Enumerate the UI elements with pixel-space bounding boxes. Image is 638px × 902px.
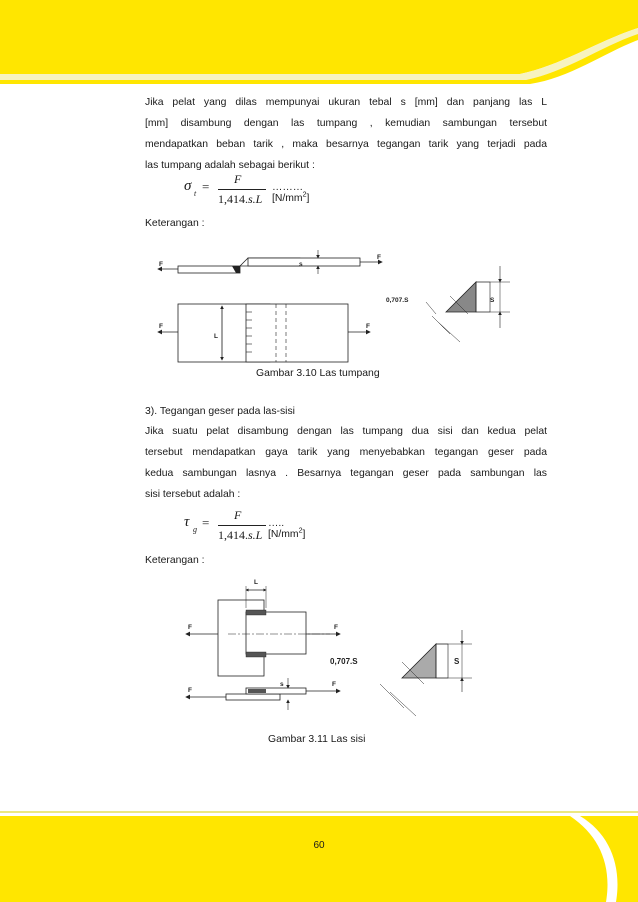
- sigma-symbol: σ: [184, 178, 192, 194]
- section-line: Jika suatu pelat disambung dengan las tumpang dua sisi dan kedua pelat: [145, 426, 547, 437]
- sigma-subscript: t: [194, 189, 197, 198]
- intro-line: [mm] disambung dengan las tumpang , kemudian sambungan tersebut: [145, 118, 547, 129]
- page-number: 60: [313, 840, 325, 851]
- force-label: F: [159, 261, 163, 268]
- weld-throat-detail: [386, 266, 510, 342]
- section-paragraph: [145, 421, 547, 505]
- equals-sign: =: [202, 179, 210, 194]
- intro-line: las tumpang adalah sebagai berikut :: [145, 160, 315, 171]
- size-label: S: [490, 297, 495, 304]
- length-label: L: [214, 333, 218, 340]
- tau-subscript: g: [193, 525, 197, 534]
- force-label: F: [188, 687, 192, 694]
- lap-joint-side-view: [158, 250, 382, 274]
- weld-throat-detail: [330, 630, 472, 716]
- equals-sign: =: [202, 515, 210, 530]
- numerator: F: [234, 172, 242, 186]
- force-label: F: [188, 624, 192, 631]
- intro-line: mendapatkan beban tarik , maka besarnya tegangan tarik yang terjadi pada: [145, 139, 547, 150]
- keterangan-label: Keterangan :: [145, 218, 205, 229]
- section-line: sisi tersebut adalah :: [145, 489, 241, 500]
- length-label: L: [254, 579, 258, 586]
- force-label: F: [334, 624, 338, 631]
- unit-text: ….. $[N/mm^2]$: [268, 518, 306, 540]
- section-line: kedua sambungan lasnya . Besarnya tegangan geser pada sambungan las: [145, 468, 547, 479]
- intro-paragraph: [145, 92, 547, 176]
- force-label: F: [159, 323, 163, 330]
- tau-symbol: τ: [184, 514, 190, 530]
- side-weld-top-view: [186, 579, 340, 676]
- throat-label: 0,707.S: [330, 657, 358, 666]
- lap-joint-top-view: [158, 304, 370, 362]
- intro-line: Jika pelat yang dilas mempunyai ukuran tebal s [mm] dan panjang las L: [145, 97, 547, 108]
- lap-joint-figure: [150, 246, 530, 370]
- figure-caption: Gambar 3.11 Las sisi: [268, 734, 366, 745]
- thickness-label: s: [299, 261, 303, 268]
- denominator: 1,414.s.L: [218, 192, 263, 206]
- force-label: F: [377, 254, 381, 261]
- denominator: 1,414.s.L: [218, 528, 263, 542]
- thickness-label: s: [280, 681, 284, 688]
- side-weld-side-view: [186, 678, 340, 710]
- keterangan-label: Keterangan :: [145, 555, 205, 566]
- section-line: tersebut mendapatkan gaya tarik yang menyebabkan tegangan geser pada: [145, 447, 547, 458]
- header-decoration: [0, 0, 638, 92]
- force-label: F: [366, 323, 370, 330]
- section-heading: 3). Tegangan geser pada las-sisi: [145, 406, 295, 417]
- numerator: F: [234, 508, 242, 522]
- size-label: S: [454, 657, 460, 666]
- figure-caption: Gambar 3.10 Las tumpang: [256, 368, 380, 379]
- unit-text: $\dots\dots\dots[N/mm^2]$: [272, 182, 310, 204]
- throat-label: 0,707.S: [386, 297, 409, 304]
- fraction-bar: [218, 525, 266, 526]
- force-label: F: [332, 681, 336, 688]
- side-weld-figure: [180, 574, 480, 724]
- fraction-bar: [218, 189, 266, 190]
